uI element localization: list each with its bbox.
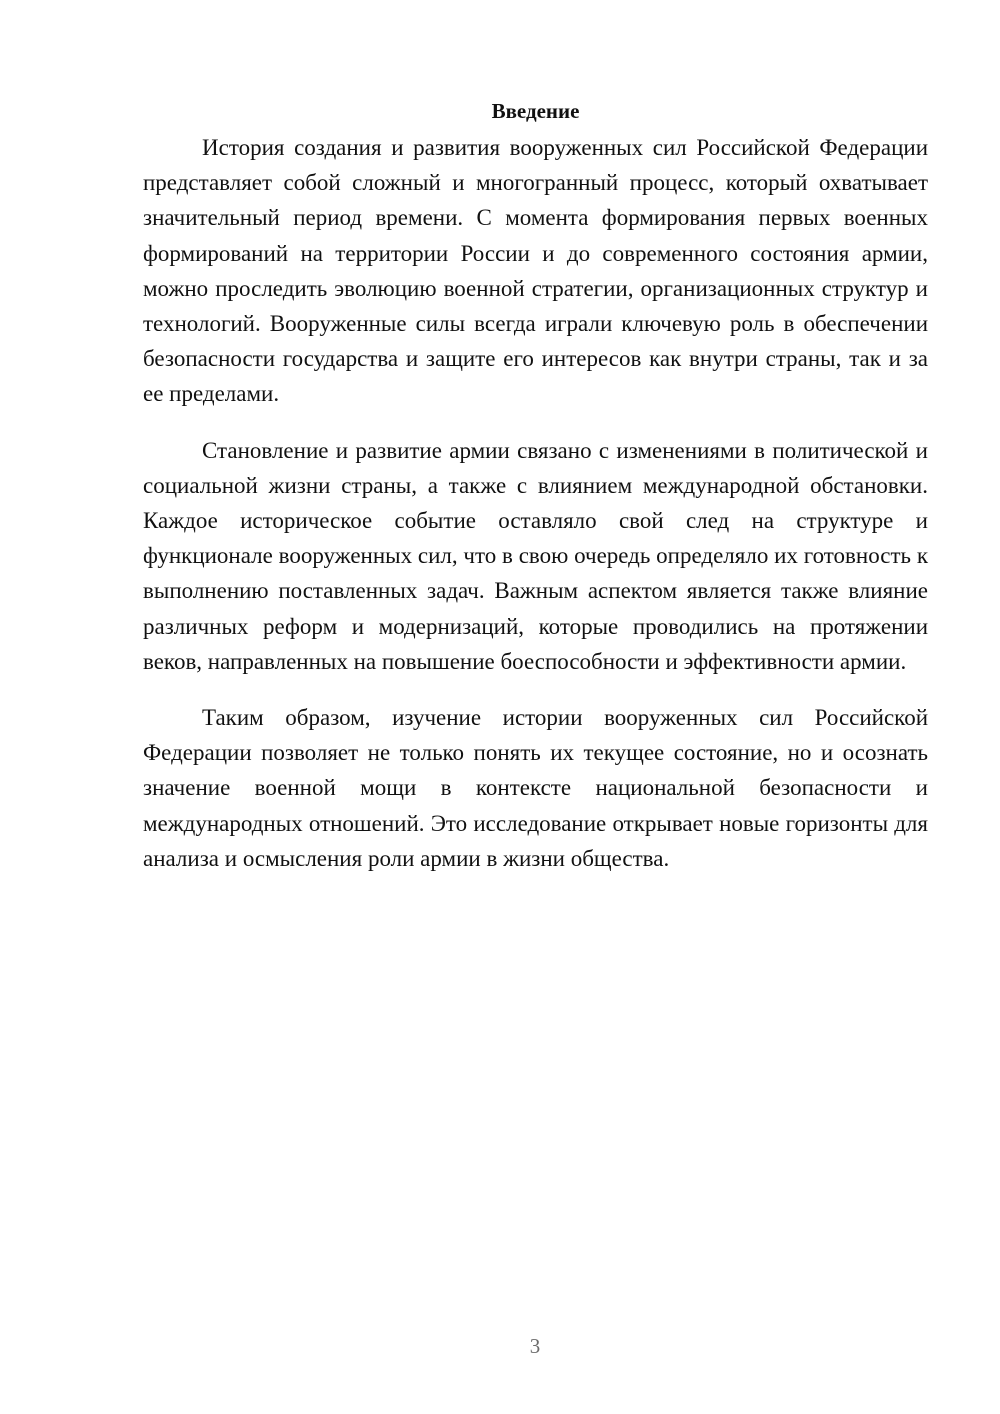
section-heading: Введение: [491, 99, 580, 123]
page-content: [143, 96, 928, 897]
paragraph-2: Становление и развитие армии связано с изменениями в политической и социальной жизни страны, а также с влиянием международной обстановки. Каждое историческое событие оставляло свой след на структуре и функционале вооруженных сил, что в свою очередь определяло их готовность к выполнению поставленных задач. Важным аспектом является также влияние различных реформ и модернизаций, которые проводились на протяжении веков, направленных на повышение боеспособности и эффективности армии.: [143, 437, 928, 674]
page-number: 3: [529, 1334, 541, 1358]
paragraph-3: Таким образом, изучение истории вооруженных сил Российской Федерации позволяет не только понять их текущее состояние, но и осознать значение военной мощи в контексте национальной безопасности и международных отношений. Это исследование открывает новые горизонты для анализа и осмысления роли армии в жизни общества.: [143, 705, 928, 871]
paragraph-1: История создания и развития вооруженных сил Российской Федерации представляет собой сложный и многогранный процесс, который охватывает значительный период времени. С момента формирования первых военных формирований на территории России и до современного состояния армии, можно проследить эволюцию военной стратегии, организационных структур и технологий. Вооруженные силы всегда играли ключевую роль в обеспечении безопасности государства и защите его интересов как внутри страны, так и за ее пределами.: [143, 135, 928, 407]
